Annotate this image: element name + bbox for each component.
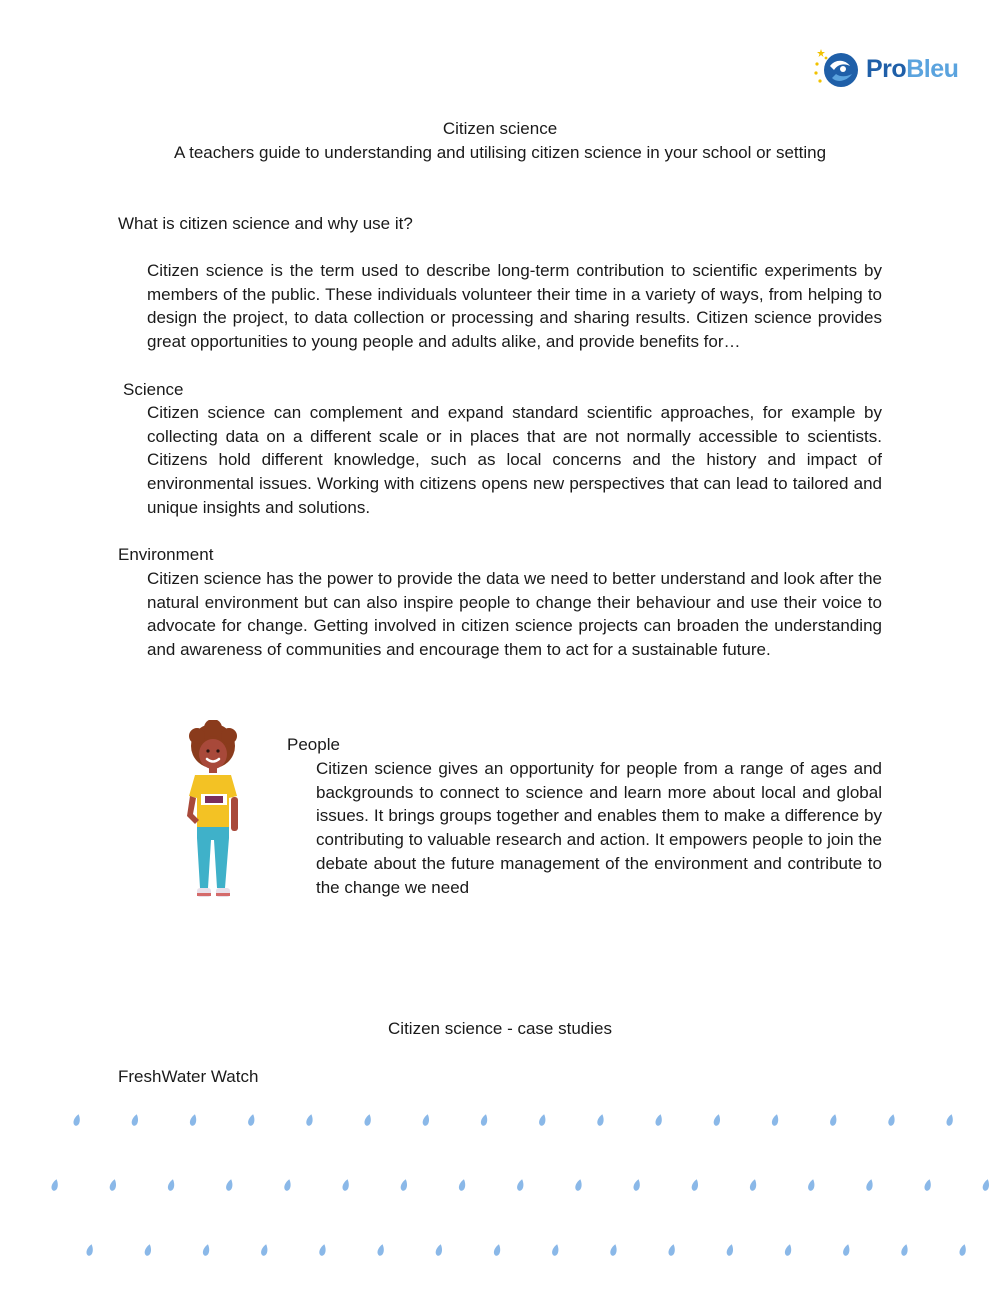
water-drop-icon <box>551 1243 560 1256</box>
water-drop-icon <box>422 1113 431 1126</box>
page-subtitle: A teachers guide to understanding and utilising citizen science in your school or setting <box>173 143 827 162</box>
freshwater-watch-heading: FreshWater Watch <box>118 1067 259 1086</box>
water-drop-icon <box>51 1178 60 1191</box>
water-drop-icon <box>946 1113 955 1126</box>
case-studies-title: Citizen science - case studies <box>388 1019 612 1038</box>
environment-heading: Environment <box>118 545 214 564</box>
water-drop-icon <box>305 1113 314 1126</box>
water-drop-icon <box>493 1243 502 1256</box>
logo-text-bleu: Bleu <box>906 55 959 83</box>
water-drop-icon <box>959 1243 968 1256</box>
water-drop-icon <box>364 1113 373 1126</box>
probleu-emblem-icon <box>812 44 862 94</box>
water-drop-icon <box>784 1243 793 1256</box>
water-drop-icon <box>829 1113 838 1126</box>
water-drop-icon <box>596 1113 605 1126</box>
water-drop-icon <box>167 1178 176 1191</box>
water-drop-icon <box>131 1113 140 1126</box>
water-drop-icon <box>713 1113 722 1126</box>
water-drop-icon <box>807 1178 816 1191</box>
water-drop-icon <box>318 1243 327 1256</box>
water-drop-icon <box>73 1113 82 1126</box>
logo-text-pro: Pro <box>866 55 907 83</box>
water-drop-icon <box>574 1178 583 1191</box>
probleu-logo <box>812 44 972 94</box>
water-drop-icon <box>516 1178 525 1191</box>
water-drop-icon <box>377 1243 386 1256</box>
water-drop-icon <box>435 1243 444 1256</box>
water-drop-icon <box>900 1243 909 1256</box>
water-drop-icon <box>247 1113 256 1126</box>
water-drop-icon <box>691 1178 700 1191</box>
water-drop-icon <box>633 1178 642 1191</box>
water-drop-icon <box>342 1178 351 1191</box>
water-drop-icon <box>609 1243 618 1256</box>
water-drop-icon <box>86 1243 95 1256</box>
intro-heading: What is citizen science and why use it? <box>118 214 413 233</box>
water-drop-icon <box>144 1243 153 1256</box>
water-droplet-decoration <box>0 1100 1000 1294</box>
science-paragraph: Citizen science can complement and expand standard scientific approaches, for example by collecting data on a different scale or in places that are not normally accessible to scientists. Citizens hold different knowledge, such as local concerns and the history and impact of environmental issues. Working with citizens opens new perspectives that can lead to tailored and unique insights and solutions. <box>147 403 882 517</box>
water-drop-icon <box>887 1113 896 1126</box>
water-drop-icon <box>458 1178 467 1191</box>
science-heading: Science <box>123 380 184 399</box>
water-drop-icon <box>924 1178 933 1191</box>
water-drop-icon <box>400 1178 409 1191</box>
water-drop-icon <box>202 1243 211 1256</box>
probleu-wordmark <box>866 55 958 83</box>
water-drop-icon <box>842 1243 851 1256</box>
page-title: Citizen science <box>442 119 558 138</box>
people-heading: People <box>287 735 340 754</box>
water-drop-icon <box>283 1178 292 1191</box>
environment-paragraph: Citizen science has the power to provide the data we need to better understand and look after the natural environment but can also inspire people to change their behaviour and use their voice to advocate for change. Getting involved in citizen science projects can broaden the understanding and awareness of communities and encourage them to act for a sustainable future. <box>147 569 882 660</box>
water-drop-icon <box>865 1178 874 1191</box>
water-drop-icon <box>225 1178 234 1191</box>
water-drop-icon <box>189 1113 198 1126</box>
child-illustration <box>175 720 255 910</box>
people-paragraph: Citizen science gives an opportunity for people from a range of ages and backgrounds to connect to science and learn more about local and global issues. It brings groups together and enables them to make a difference by contributing to valuable research and action. It empowers people to join the debate about the future management of the environment and contribute to the change we need <box>316 759 882 897</box>
water-drop-icon <box>726 1243 735 1256</box>
water-drop-icon <box>260 1243 269 1256</box>
water-drop-icon <box>982 1178 991 1191</box>
water-drop-icon <box>668 1243 677 1256</box>
water-drop-icon <box>655 1113 664 1126</box>
water-drop-icon <box>109 1178 118 1191</box>
water-drop-icon <box>749 1178 758 1191</box>
water-drop-icon <box>771 1113 780 1126</box>
intro-paragraph: Citizen science is the term used to describe long-term contribution to scientific experiments by members of the public. These individuals volunteer their time in a variety of ways, from helping to design the project, to data collection or processing and sharing results. Citizen science provides great opportunities to young people and adults alike, and provide benefits for… <box>147 261 882 352</box>
water-drop-icon <box>538 1113 547 1126</box>
water-drop-icon <box>480 1113 489 1126</box>
